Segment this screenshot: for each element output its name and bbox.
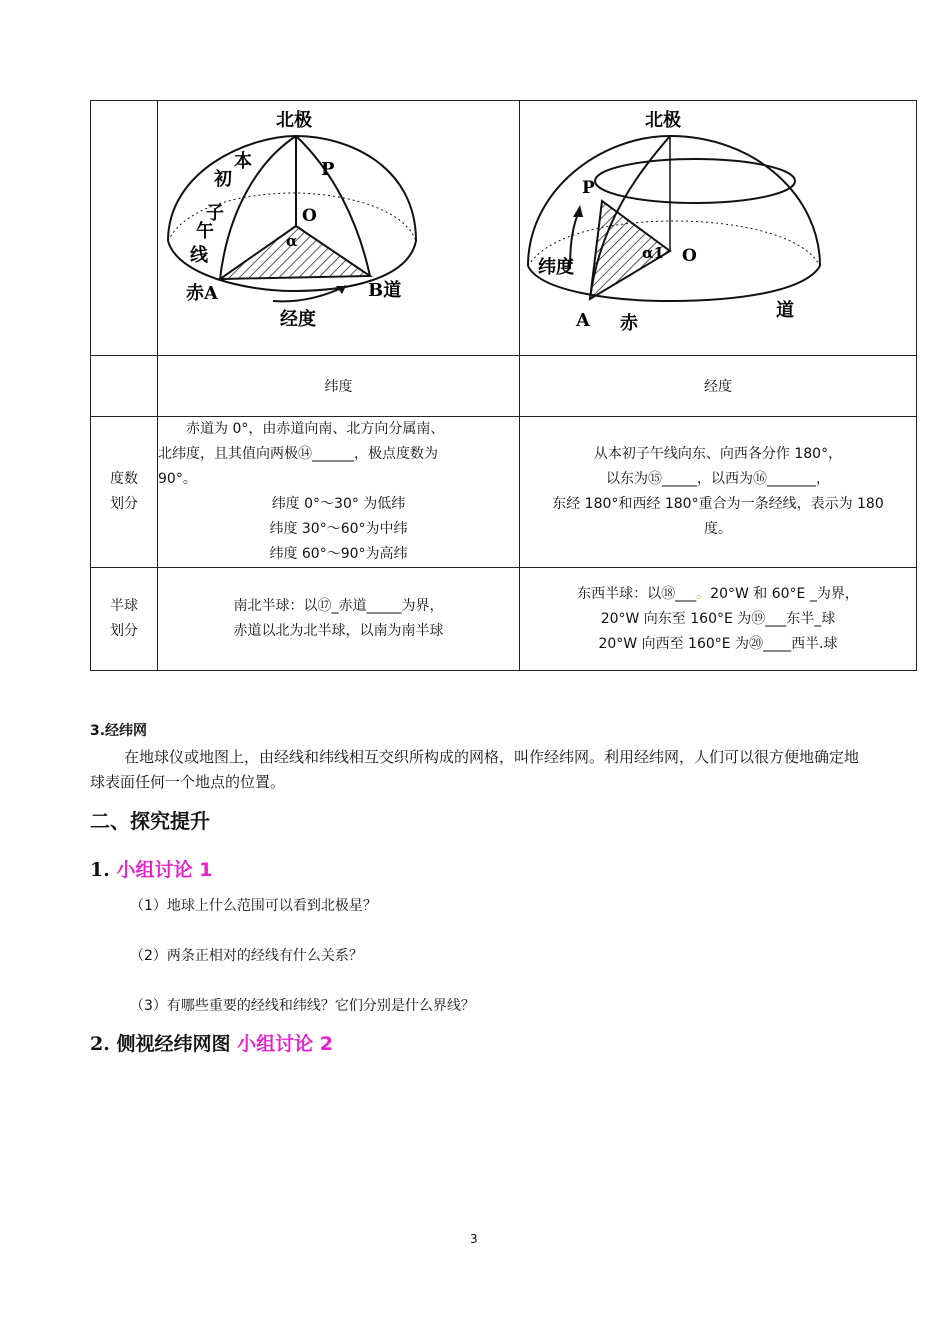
question-3: （3）有哪些重要的经线和纬线？它们分别是什么界线？	[130, 998, 475, 1014]
label-p: P	[321, 159, 335, 180]
hemi-lon-line2: 20°W 向东至 160°E 为⑲___东半_球	[600, 610, 836, 627]
item2-title: 侧视经纬网图	[116, 1033, 231, 1055]
label-alpha: α	[286, 232, 298, 250]
header-empty	[91, 356, 158, 417]
section3-paragraph: 在地球仪或地图上，由经线和纬线相互交织所构成的网格，叫作经纬网。利用经纬网，人们可以很方便地确定地球表面任何一个地点的位置。	[90, 748, 860, 791]
hemisphere-longitude-cell	[520, 568, 917, 671]
hemisphere-latitude-cell: 南北半球：以⑰_赤道_____为界， 赤道以北为北半球，以南为南半球	[158, 568, 520, 671]
label-dao: 道	[776, 300, 794, 321]
label-alpha-r: α1	[642, 244, 664, 262]
label-pm-1: 本	[234, 151, 252, 172]
item2-heading: 2. 侧视经纬网图 小组讨论 2	[90, 1033, 333, 1055]
item1-title: 小组讨论 1	[116, 859, 213, 881]
page-number: 3	[470, 1232, 478, 1246]
label-pm-2: 初	[214, 169, 232, 190]
empty-corner-cell	[91, 101, 158, 356]
section3-title: 3.经纬网	[90, 723, 148, 739]
label-a: 赤A	[186, 283, 218, 304]
latitude-line2: 北纬度，且其值向两极⑭______，极点度数为	[158, 446, 438, 462]
hemi-lat-line1: 南北半球：以⑰_赤道_____为界，	[233, 598, 444, 614]
label-p-r: P	[582, 178, 595, 198]
label-north-pole-r: 北极	[645, 110, 681, 131]
item1-heading: 1. 小组讨论 1	[90, 859, 213, 881]
hemisphere-row-label: 半球 划分	[91, 568, 158, 671]
diagram-left-cell	[158, 101, 520, 356]
label-a-r: A	[576, 310, 590, 331]
label-pm-5: 线	[190, 245, 208, 266]
label-o-r: O	[682, 246, 697, 266]
label-b: B道	[368, 280, 402, 301]
part2-heading: 二、探究提升	[90, 809, 210, 833]
question-1: （1）地球上什么范围可以看到北极星？	[130, 898, 377, 914]
header-longitude: 经度	[520, 356, 917, 417]
hemi-lon-line3: 20°W 向西至 160°E 为⑳____西半.球	[598, 635, 838, 652]
label-chi: 赤	[620, 313, 638, 334]
degree-longitude-cell: 从本初子午线向东、向西各分作 180°， 以东为⑮_____，以西为⑯_______， 东经 180°和西经 180°重合为一条经线，表示为 180 度。	[520, 417, 917, 568]
longitude-line2: 以东为⑮_____，以西为⑯_______，	[606, 471, 830, 487]
label-o: O	[302, 206, 317, 226]
label-pm-4: 午	[196, 221, 214, 242]
question-2: （2）两条正相对的经线有什么关系？	[130, 948, 363, 964]
longitude-diagram	[158, 101, 520, 351]
diagram-right-cell	[520, 101, 917, 356]
label-pm-3: 子	[206, 203, 224, 224]
hemi-lon-line1: 东西半球：以⑱___。20°W 和 60°E _为界，	[577, 585, 859, 602]
header-latitude: 纬度	[158, 356, 520, 417]
label-longitude: 经度	[280, 309, 316, 330]
degree-latitude-cell: 赤道为 0°，由赤道向南、北方向分属南、 北纬度，且其值向两极⑭______，极点度数为 90°。 纬度 0°～30° 为低纬 纬度 30°～60°为中纬 纬度 60°～90°为高纬	[158, 417, 520, 568]
degree-row-label: 度数 划分	[91, 417, 158, 568]
latitude-longitude-table	[90, 100, 917, 671]
label-latitude: 纬度	[538, 257, 574, 278]
label-north-pole: 北极	[276, 110, 312, 131]
latitude-diagram	[520, 101, 917, 351]
item2-pink-title: 小组讨论 2	[237, 1033, 333, 1055]
